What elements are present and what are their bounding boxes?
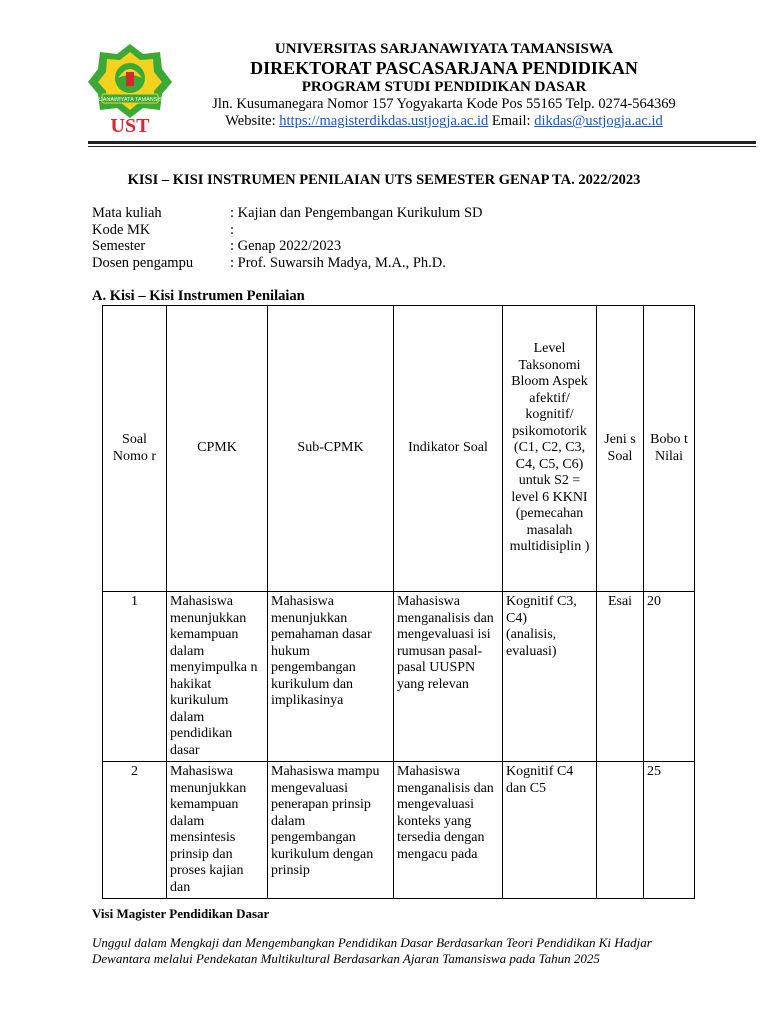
email-link[interactable]: dikdas@ustjogja.ac.id bbox=[534, 113, 663, 129]
info-label: Semester bbox=[92, 238, 146, 254]
header-soal-nomor: Soal Nomo r bbox=[103, 306, 167, 592]
visi-title: Visi Magister Pendidikan Dasar bbox=[92, 906, 270, 921]
header-sub-cpmk: Sub-CPMK bbox=[268, 306, 394, 592]
header-jenis-soal: Jeni s Soal bbox=[597, 306, 644, 592]
info-label: Mata kuliah bbox=[92, 205, 162, 221]
cell-level: Kognitif C4 dan C5 bbox=[503, 762, 597, 899]
cell-bobot: 25 bbox=[644, 762, 695, 899]
info-value: : Kajian dan Pengembangan Kurikulum SD bbox=[230, 205, 483, 221]
info-row-mata-kuliah bbox=[92, 205, 483, 222]
cell-cpmk: Mahasiswa menunjukkan kemampuan dalam mensintesis prinsip dan proses kajian dan bbox=[167, 762, 268, 899]
directorate-name: DIREKTORAT PASCASARJANA PENDIDIKAN bbox=[250, 58, 638, 78]
visi-text: Unggul dalam Mengkaji dan Mengembangkan Pendidikan Dasar Berdasarkan Teori Pendidikan Ki Hadjar Dewantara melalui Pendekatan Multikultural Berdasarkan Ajaran Tamansiswa pada Tahun 2025 bbox=[92, 935, 652, 966]
kisi-table bbox=[102, 305, 695, 899]
website-label: Website: bbox=[225, 113, 280, 129]
info-label: Dosen pengampu bbox=[92, 254, 194, 271]
header-indikator-soal: Indikator Soal bbox=[394, 306, 503, 592]
email-label: Email: bbox=[488, 113, 535, 129]
logo-text: UST bbox=[110, 115, 150, 134]
course-info bbox=[92, 205, 483, 271]
cell-indikator: Mahasiswa menganalisis dan mengevaluasi isi rumusan pasal-pasal UUSPN yang relevan bbox=[394, 592, 503, 762]
info-row-semester bbox=[92, 238, 483, 255]
cell-jenis: Esai bbox=[597, 592, 644, 762]
cell-sub-cpmk: Mahasiswa mampu mengevaluasi penerapan prinsip dalam pengembangan kurikulum dengan prinsip bbox=[268, 762, 394, 899]
cell-level: Kognitif C3, C4) (analisis, evaluasi) bbox=[503, 592, 597, 762]
table-row bbox=[103, 762, 695, 899]
info-label: Kode MK bbox=[92, 221, 151, 238]
university-name: UNIVERSITAS SARJANAWIYATA TAMANSISWA bbox=[274, 41, 614, 57]
header-rule-thin bbox=[88, 146, 756, 147]
cell-indikator: Mahasiswa menganalisis dan mengevaluasi konteks yang tersedia dengan mengacu pada bbox=[394, 762, 503, 899]
table-row bbox=[103, 592, 695, 762]
cell-cpmk: Mahasiswa menunjukkan kemampuan dalam menyimpulka n hakikat kurikulum dalam pendidikan dasar bbox=[167, 592, 268, 762]
cell-jenis bbox=[597, 762, 644, 899]
info-row-dosen bbox=[92, 255, 483, 272]
cell-nomor: 2 bbox=[103, 762, 167, 899]
info-row-kode-mk bbox=[92, 222, 483, 239]
cell-sub-cpmk: Mahasiswa menunjukkan pemahaman dasar hukum pengembangan kurikulum dan implikasinya bbox=[268, 592, 394, 762]
info-value: : Genap 2022/2023 bbox=[230, 238, 342, 254]
header-level-taksonomi: Level Taksonomi Bloom Aspek afektif/ kognitif/ psikomotorik (C1, C2, C3, C4, C5, C6) untuk S2 = level 6 KKNI (pemecahan masalah multidisiplin ) bbox=[503, 306, 597, 592]
header-cpmk: CPMK bbox=[167, 306, 268, 592]
cell-nomor: 1 bbox=[103, 592, 167, 762]
document-title: KISI – KISI INSTRUMEN PENILAIAN UTS SEMESTER GENAP TA. 2022/2023 bbox=[127, 172, 641, 188]
program-name: PROGRAM STUDI PENDIDIKAN DASAR bbox=[301, 79, 587, 95]
logo-band-text: SARJANAWIYATA TAMANSISWA bbox=[88, 97, 172, 103]
header-bobot-nilai: Bobo t Nilai bbox=[644, 306, 695, 592]
header-rule-thick bbox=[88, 141, 756, 144]
section-title: A. Kisi – Kisi Instrumen Penilaian bbox=[92, 288, 305, 304]
info-value: : bbox=[230, 221, 235, 238]
address-line: Jln. Kusumanegara Nomor 157 Yogyakarta Kode Pos 55165 Telp. 0274-564369 bbox=[212, 96, 676, 112]
contact-line bbox=[60, 113, 768, 130]
cell-bobot: 20 bbox=[644, 592, 695, 762]
info-value: : Prof. Suwarsih Madya, M.A., Ph.D. bbox=[230, 254, 446, 271]
website-link[interactable]: https://magisterdikdas.ustjogja.ac.id bbox=[279, 113, 489, 129]
table-header-row bbox=[103, 306, 695, 592]
